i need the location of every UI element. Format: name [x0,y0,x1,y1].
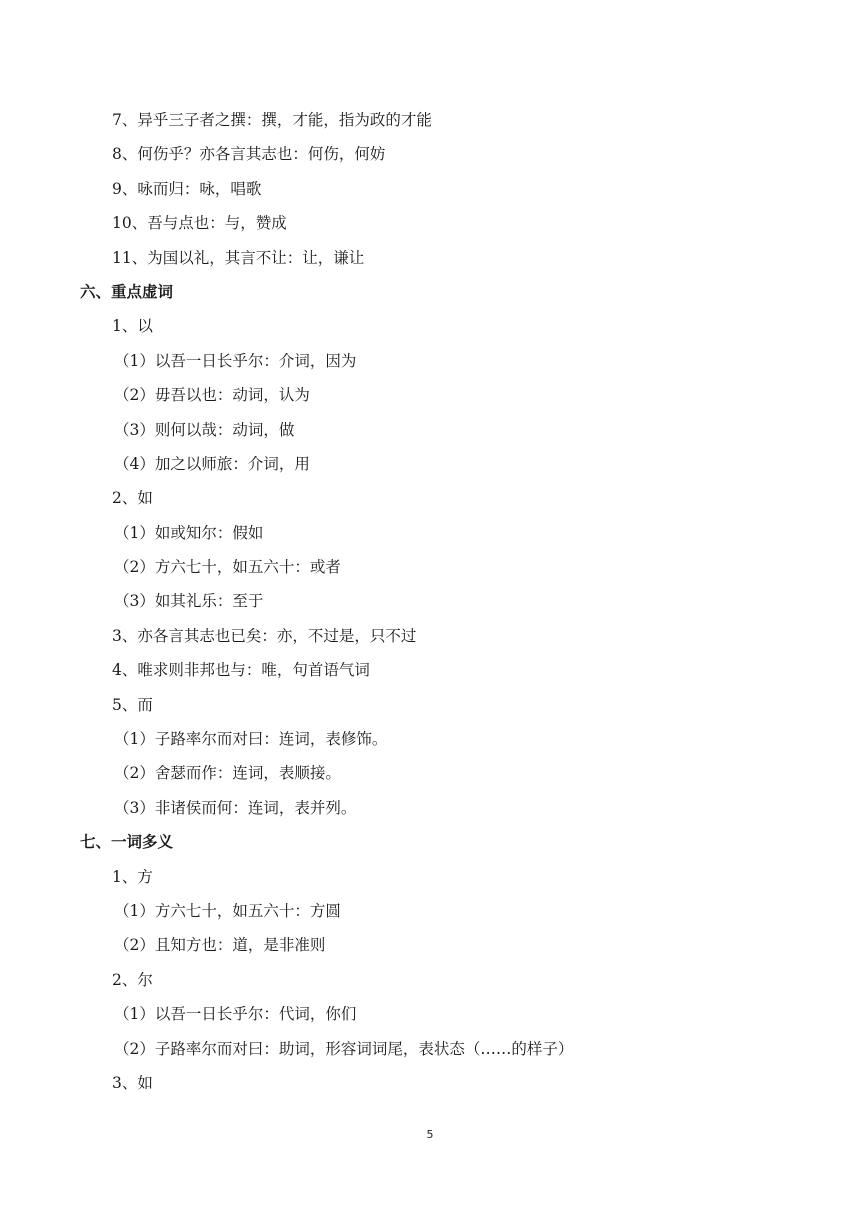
list-item: 3、亦各言其志也已矣：亦，不过是，只不过 [112,626,417,645]
list-item: 7、异乎三子者之撰：撰，才能，指为政的才能 [112,111,432,129]
sub-list-item: （3）如其礼乐：至于 [114,592,264,611]
section-heading: 六、重点虚词 [80,282,174,301]
section-heading: 七、一词多义 [80,833,174,852]
list-item: 4、唯求则非邦也与：唯，句首语气词 [112,661,370,680]
sub-list-item: （1）如或知尔：假如 [114,523,264,542]
sub-list-item: （2）舍瑟而作：连词，表顺接。 [114,764,341,783]
sub-list-item: （2）子路率尔而对曰：助词，形容词词尾，表状态（……的样子） [114,1039,574,1058]
list-item: 9、咏而归：咏，唱歌 [112,179,262,198]
list-item: 2、如 [112,489,153,508]
page-number: 5 [426,1128,434,1141]
list-item: 5、而 [112,695,153,714]
sub-list-item: （3）非诸侯而何：连词，表并列。 [114,798,357,817]
sub-list-item: （1）以吾一日长乎尔：代词，你们 [114,1005,357,1024]
list-item: 1、方 [112,867,153,886]
sub-list-item: （2）且知方也：道，是非准则 [114,936,326,955]
list-item: 2、尔 [112,970,153,989]
list-item: 11、为国以礼，其言不让：让，谦让 [112,248,365,267]
sub-list-item: （2）方六七十，如五六十：或者 [114,558,341,577]
sub-list-item: （2）毋吾以也：动词，认为 [114,386,310,405]
list-item: 1、以 [112,317,153,336]
sub-list-item: （3）则何以哉：动词，做 [114,420,295,439]
sub-list-item: （1）方六七十，如五六十：方圆 [114,901,341,920]
sub-list-item: （1）以吾一日长乎尔：介词，因为 [114,351,357,370]
list-item: 10、吾与点也：与，赞成 [112,214,287,233]
sub-list-item: （4）加之以师旅：介词，用 [114,454,310,473]
sub-list-item: （1）子路率尔而对曰：连词，表修饰。 [114,730,388,749]
list-item: 3、如 [112,1073,153,1092]
list-item: 8、何伤乎？亦各言其志也：何伤，何妨 [112,145,386,164]
page-content [80,103,780,1100]
